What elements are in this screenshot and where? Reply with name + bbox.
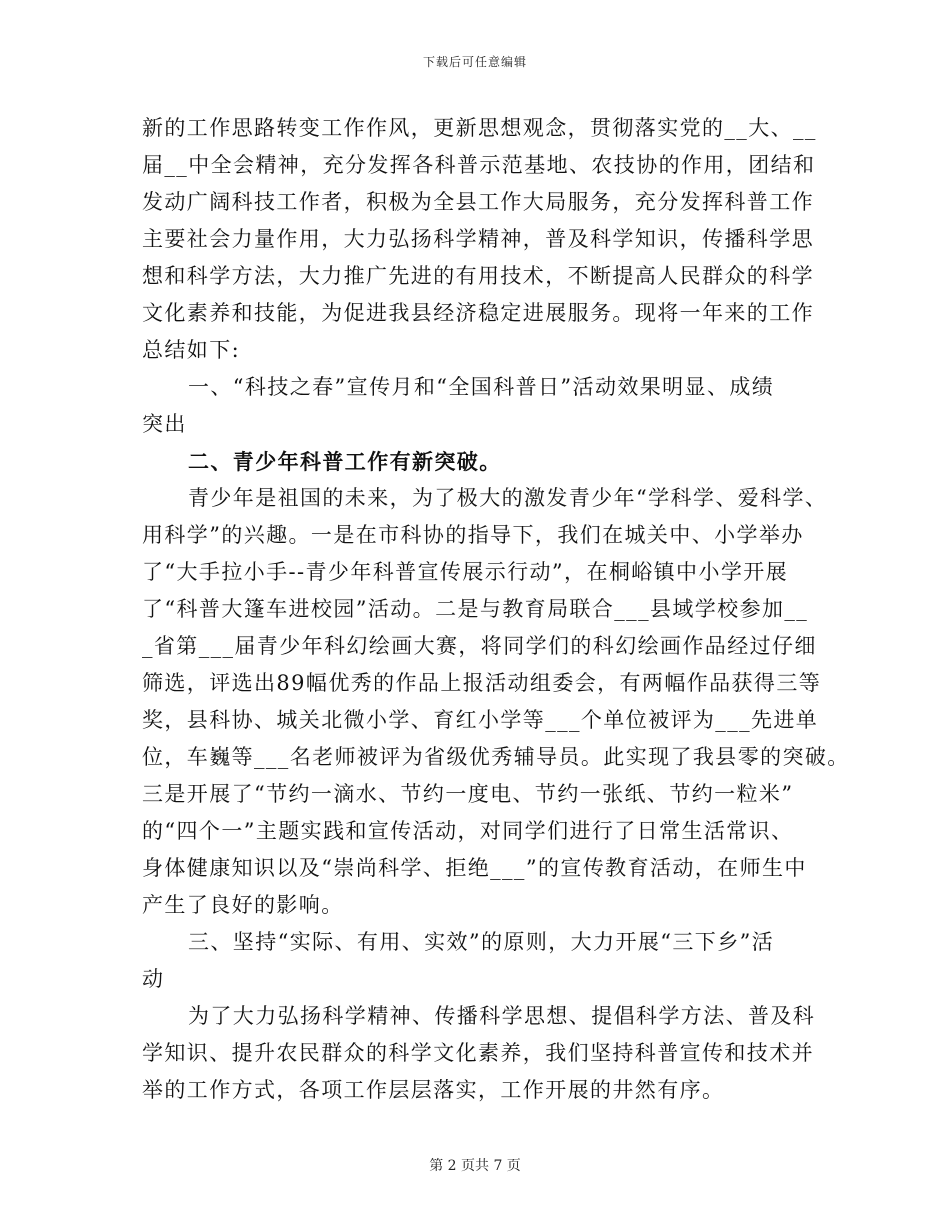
paragraph-line: 的“四个一”主题实践和宣传活动，对同学们进行了日常生活常识、 <box>142 819 794 843</box>
document-body <box>142 110 850 1109</box>
paragraph-line: 总结如下: <box>142 338 241 362</box>
paragraph-line: 届__中全会精神，充分发挥各科普示范基地、农技协的作用，团结和 <box>142 153 816 177</box>
paragraph-line: 了“科普大篷车进校园”活动。二是与教育局联合___县域学校参加__ <box>142 597 809 621</box>
paragraph-line: 想和科学方法，大力推广先进的有用技术，不断提高人民群众的科学 <box>142 264 814 288</box>
section-heading-1-cont: 突出 <box>142 412 187 436</box>
paragraph-line: 奖，县科协、城关北微小学、育红小学等___个单位被评为___先进单 <box>142 708 819 732</box>
paragraph-line: 举的工作方式，各项工作层层落实，工作开展的井然有序。 <box>142 1078 725 1102</box>
section-heading-1: 一、“科技之春”宣传月和“全国科普日”活动效果明显、成绩 <box>188 375 775 399</box>
section-heading-3: 三、坚持“实际、有用、实效”的原则，大力开展“三下乡”活 <box>188 930 775 954</box>
paragraph-line: 新的工作思路转变工作作风，更新思想观念，贯彻落实党的__大、__ <box>142 116 817 140</box>
paragraph-line: 产生了良好的影响。 <box>142 893 344 917</box>
paragraph-line: 文化素养和技能，为促进我县经济稳定进展服务。现将一年来的工作 <box>142 301 814 325</box>
paragraph-line: 发动广阔科技工作者，积极为全县工作大局服务，充分发挥科普工作 <box>142 190 814 214</box>
paragraph-line: 为了大力弘扬科学精神、传播科学思想、提倡科学方法、普及科 <box>188 1004 816 1028</box>
section-heading-2: 二、青少年科普工作有新突破。 <box>188 449 502 474</box>
paragraph-line: 用科学”的兴趣。一是在市科协的指导下，我们在城关中、小学举办 <box>142 523 804 547</box>
section-heading-3-cont: 动 <box>142 967 165 991</box>
page-number-footer: 第 2 页共 7 页 <box>429 1158 521 1174</box>
paragraph-line: 了“大手拉小手--青少年科普宣传展示行动”，在桐峪镇中小学开展 <box>142 560 789 584</box>
paragraph-line: 位，车巍等___名老师被评为省级优秀辅导员。此实现了我县零的突破。 <box>142 745 850 769</box>
paragraph-line: 青少年是祖国的未来，为了极大的激发青少年“学科学、爱科学、 <box>188 486 828 510</box>
page-header-note: 下载后可任意编辑 <box>422 55 527 69</box>
paragraph-line: _省第___届青少年科幻绘画大赛，将同学们的科幻绘画作品经过仔细 <box>142 634 817 658</box>
paragraph-line: 学知识、提升农民群众的科学文化素养，我们坚持科普宣传和技术并 <box>142 1041 814 1065</box>
paragraph-line: 身体健康知识以及“崇尚科学、拒绝___”的宣传教育活动，在师生中 <box>142 856 807 880</box>
paragraph-line: 三是开展了“节约一滴水、节约一度电、节约一张纸、节约一粒米” <box>142 782 794 806</box>
paragraph-line: 主要社会力量作用，大力弘扬科学精神，普及科学知识，传播科学思 <box>142 227 814 251</box>
paragraph-line: 筛选，评选出89幅优秀的作品上报活动组委会，有两幅作品获得三等 <box>142 671 822 695</box>
